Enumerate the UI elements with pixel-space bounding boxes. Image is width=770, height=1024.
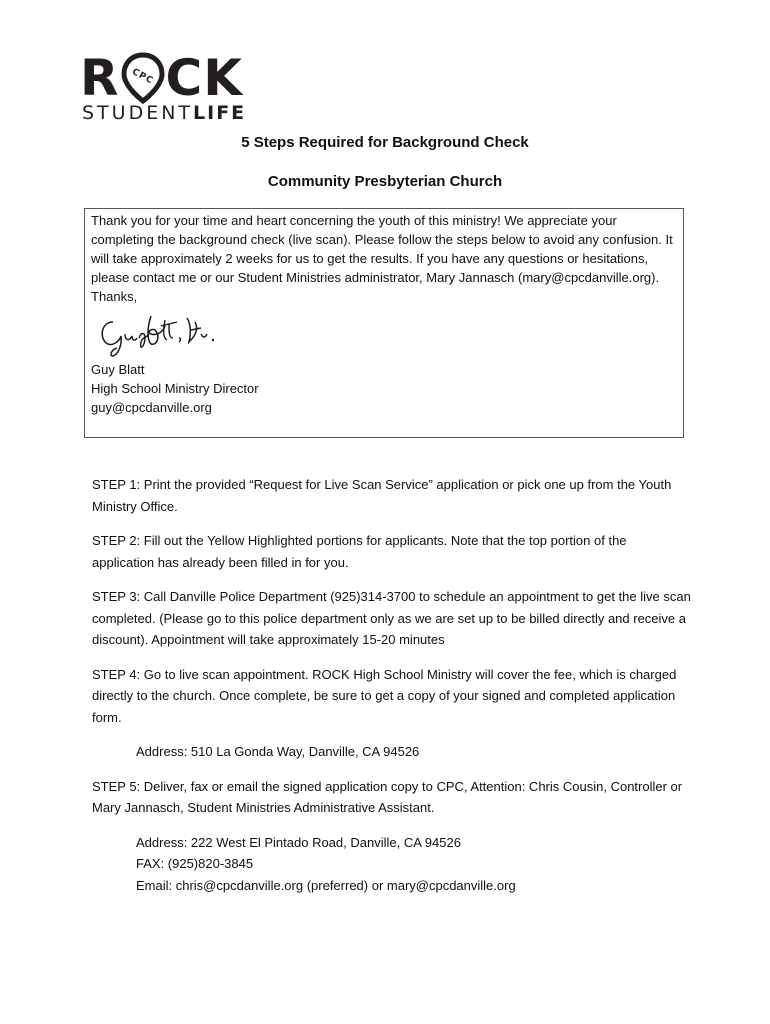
- logo-letters-ck: CK: [165, 49, 243, 107]
- logo-pin-text: CPC: [129, 67, 155, 87]
- intro-letter-box: [84, 208, 684, 438]
- page-title: 5 Steps Required for Background Check: [241, 134, 529, 151]
- step-5: STEP 5: Deliver, fax or email the signed application copy to CPC, Attention: Chris Cousin, Controller or Mary Jannasch, Student Ministries Administrative Assistant.: [92, 778, 683, 815]
- step-4-address: Address: 510 La Gonda Way, Danville, CA 94526: [136, 744, 420, 759]
- map-pin-icon: [121, 52, 165, 104]
- step-3: STEP 3: Call Danville Police Department (925)314-3700 to schedule an appointment to get the live scan completed. (Please go to this police department only as we are set up to be billed directly and receive a discount). Appointment will take approximately 15-20 minutes: [92, 589, 691, 647]
- step-1: STEP 1: Print the provided “Request for Live Scan Service” application or pick one up from the Youth Ministry Office.: [92, 477, 672, 514]
- step-5-contact-block: [92, 832, 692, 897]
- letter-closing: Thanks,: [91, 289, 138, 304]
- handwritten-signature: [95, 308, 225, 358]
- letter-signer-name: Guy Blatt: [91, 362, 145, 377]
- rock-student-life-logo: [80, 49, 260, 128]
- step-5-address: Address: 222 West El Pintado Road, Danville, CA 94526: [136, 834, 461, 850]
- letter-signer-email: guy@cpcdanville.org: [91, 400, 212, 415]
- logo-subtitle: [82, 102, 246, 124]
- logo-wordmark: [80, 49, 243, 107]
- step-2: STEP 2: Fill out the Yellow Highlighted portions for applicants. Note that the top portion of the application has already been filled in for you.: [92, 533, 627, 570]
- logo-letter-r: R: [80, 49, 120, 107]
- letter-body: Thank you for your time and heart concerning the youth of this ministry! We appreciate your completing the background check (live scan). Please follow the steps below to avoid any confusion. It will take approximately 2 weeks for us to get the results. If you have any questions or hesitations, please contact me or our Student Ministries administrator, Mary Jannasch (mary@cpcdanville.org).: [91, 213, 673, 285]
- logo-sub-student: STUDENT: [82, 102, 194, 124]
- step-5-email: Email: chris@cpcdanville.org (preferred) or mary@cpcdanville.org: [136, 877, 516, 893]
- step-5-fax: FAX: (925)820-3845: [136, 856, 254, 871]
- step-4: STEP 4: Go to live scan appointment. ROCK High School Ministry will cover the fee, which is charged directly to the church. Once complete, be sure to get a copy of your signed and completed application form.: [92, 666, 677, 725]
- page-subtitle: Community Presbyterian Church: [267, 173, 503, 190]
- letter-signer-role: High School Ministry Director: [91, 381, 259, 396]
- steps-list: [92, 474, 692, 896]
- logo-sub-life: LIFE: [193, 102, 247, 124]
